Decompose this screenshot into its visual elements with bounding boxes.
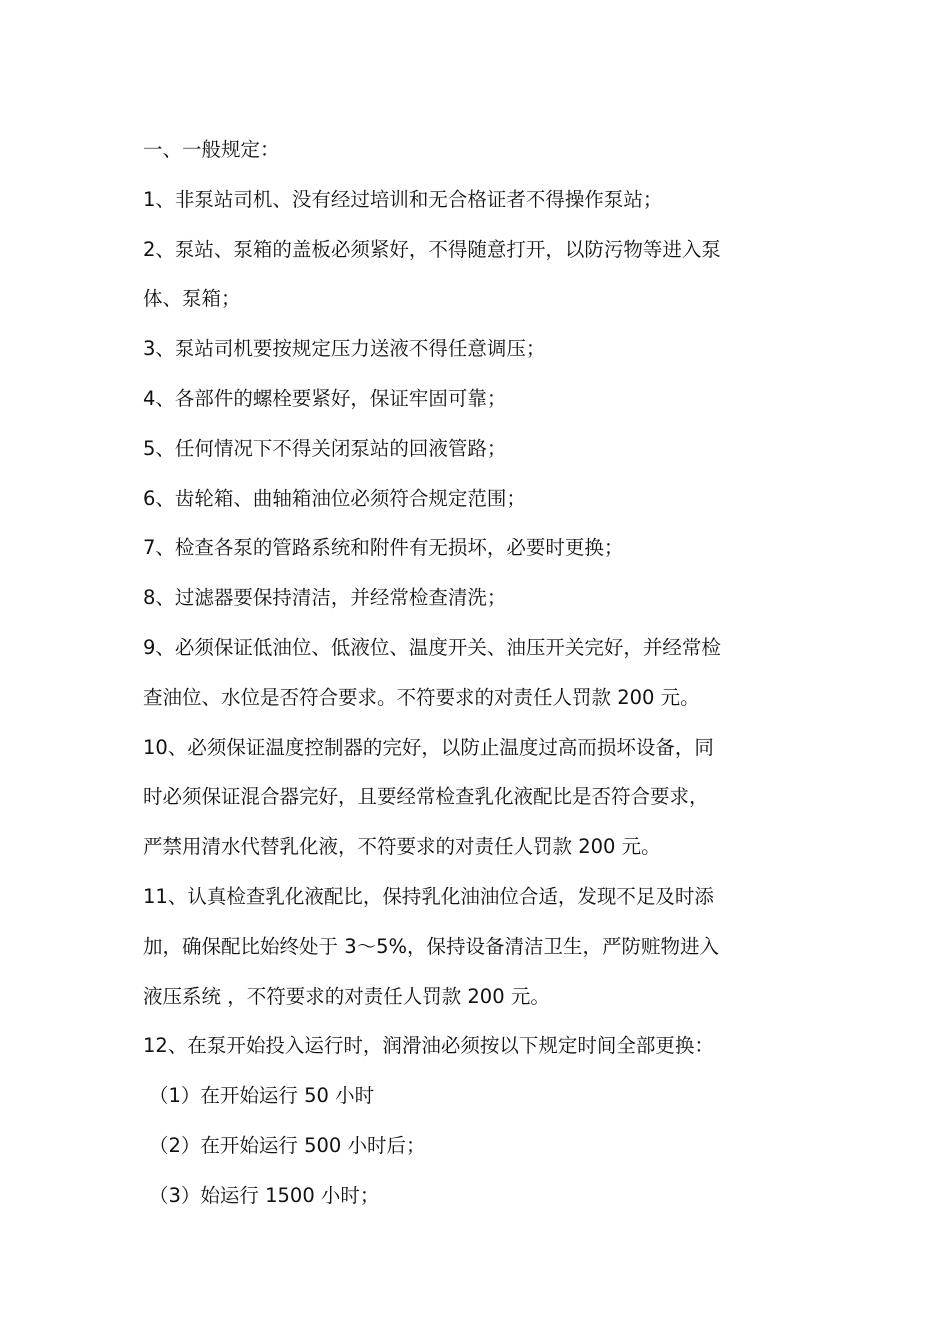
rule-2-line-2: 体、泵箱； [143, 287, 241, 311]
rule-4: 4、各部件的螺栓要紧好，保证牢固可靠； [143, 386, 507, 410]
rule-9-line-2: 查油位、水位是否符合要求。不符要求的对责任人罚款 200 元。 [143, 685, 700, 709]
rule-11-line-2: 加，确保配比始终处于 3～5%，保持设备清洁卫生，严防赃物进入 [143, 934, 720, 958]
section-heading: 一、一般规定： [143, 138, 280, 161]
rule-12: 12、在泵开始投入运行时，润滑油必须按以下规定时间全部更换： [143, 1034, 714, 1058]
rule-12-item-3: （3）始运行 1500 小时； [149, 1183, 380, 1207]
rule-6: 6、齿轮箱、曲轴箱油位必须符合规定范围； [143, 486, 526, 510]
rule-5: 5、任何情况下不得关闭泵站的回液管路； [143, 436, 507, 460]
rule-11-line-1: 11、认真检查乳化液配比，保持乳化油油位合适，发现不足及时添 [143, 884, 714, 908]
rule-12-item-2: （2）在开始运行 500 小时后； [149, 1133, 426, 1157]
rule-11-line-3: 液压系统 ，不符要求的对责任人罚款 200 元。 [143, 984, 550, 1008]
rule-9-line-1: 9、必须保证低油位、低液位、温度开关、油压开关完好，并经常检 [143, 635, 721, 659]
rule-7: 7、检查各泵的管路系统和附件有无损坏，必要时更换； [143, 536, 624, 560]
document-body [143, 125, 813, 1221]
rule-3: 3、泵站司机要按规定压力送液不得任意调压； [143, 337, 546, 361]
rule-10-line-3: 严禁用清水代替乳化液，不符要求的对责任人罚款 200 元。 [143, 835, 661, 859]
rule-10-line-1: 10、必须保证温度控制器的完好，以防止温度过高而损坏设备，同 [143, 735, 714, 759]
rule-12-item-1: （1）在开始运行 50 小时 [149, 1084, 375, 1108]
rule-2-line-1: 2、泵站、泵箱的盖板必须紧好，不得随意打开，以防污物等进入泵 [143, 237, 721, 261]
rule-8: 8、过滤器要保持清洁，并经常检查清洗； [143, 586, 507, 610]
rule-10-line-2: 时必须保证混合器完好，且要经常检查乳化液配比是否符合要求， [143, 785, 709, 809]
rule-1: 1、非泵站司机、没有经过培训和无合格证者不得操作泵站； [143, 187, 663, 211]
